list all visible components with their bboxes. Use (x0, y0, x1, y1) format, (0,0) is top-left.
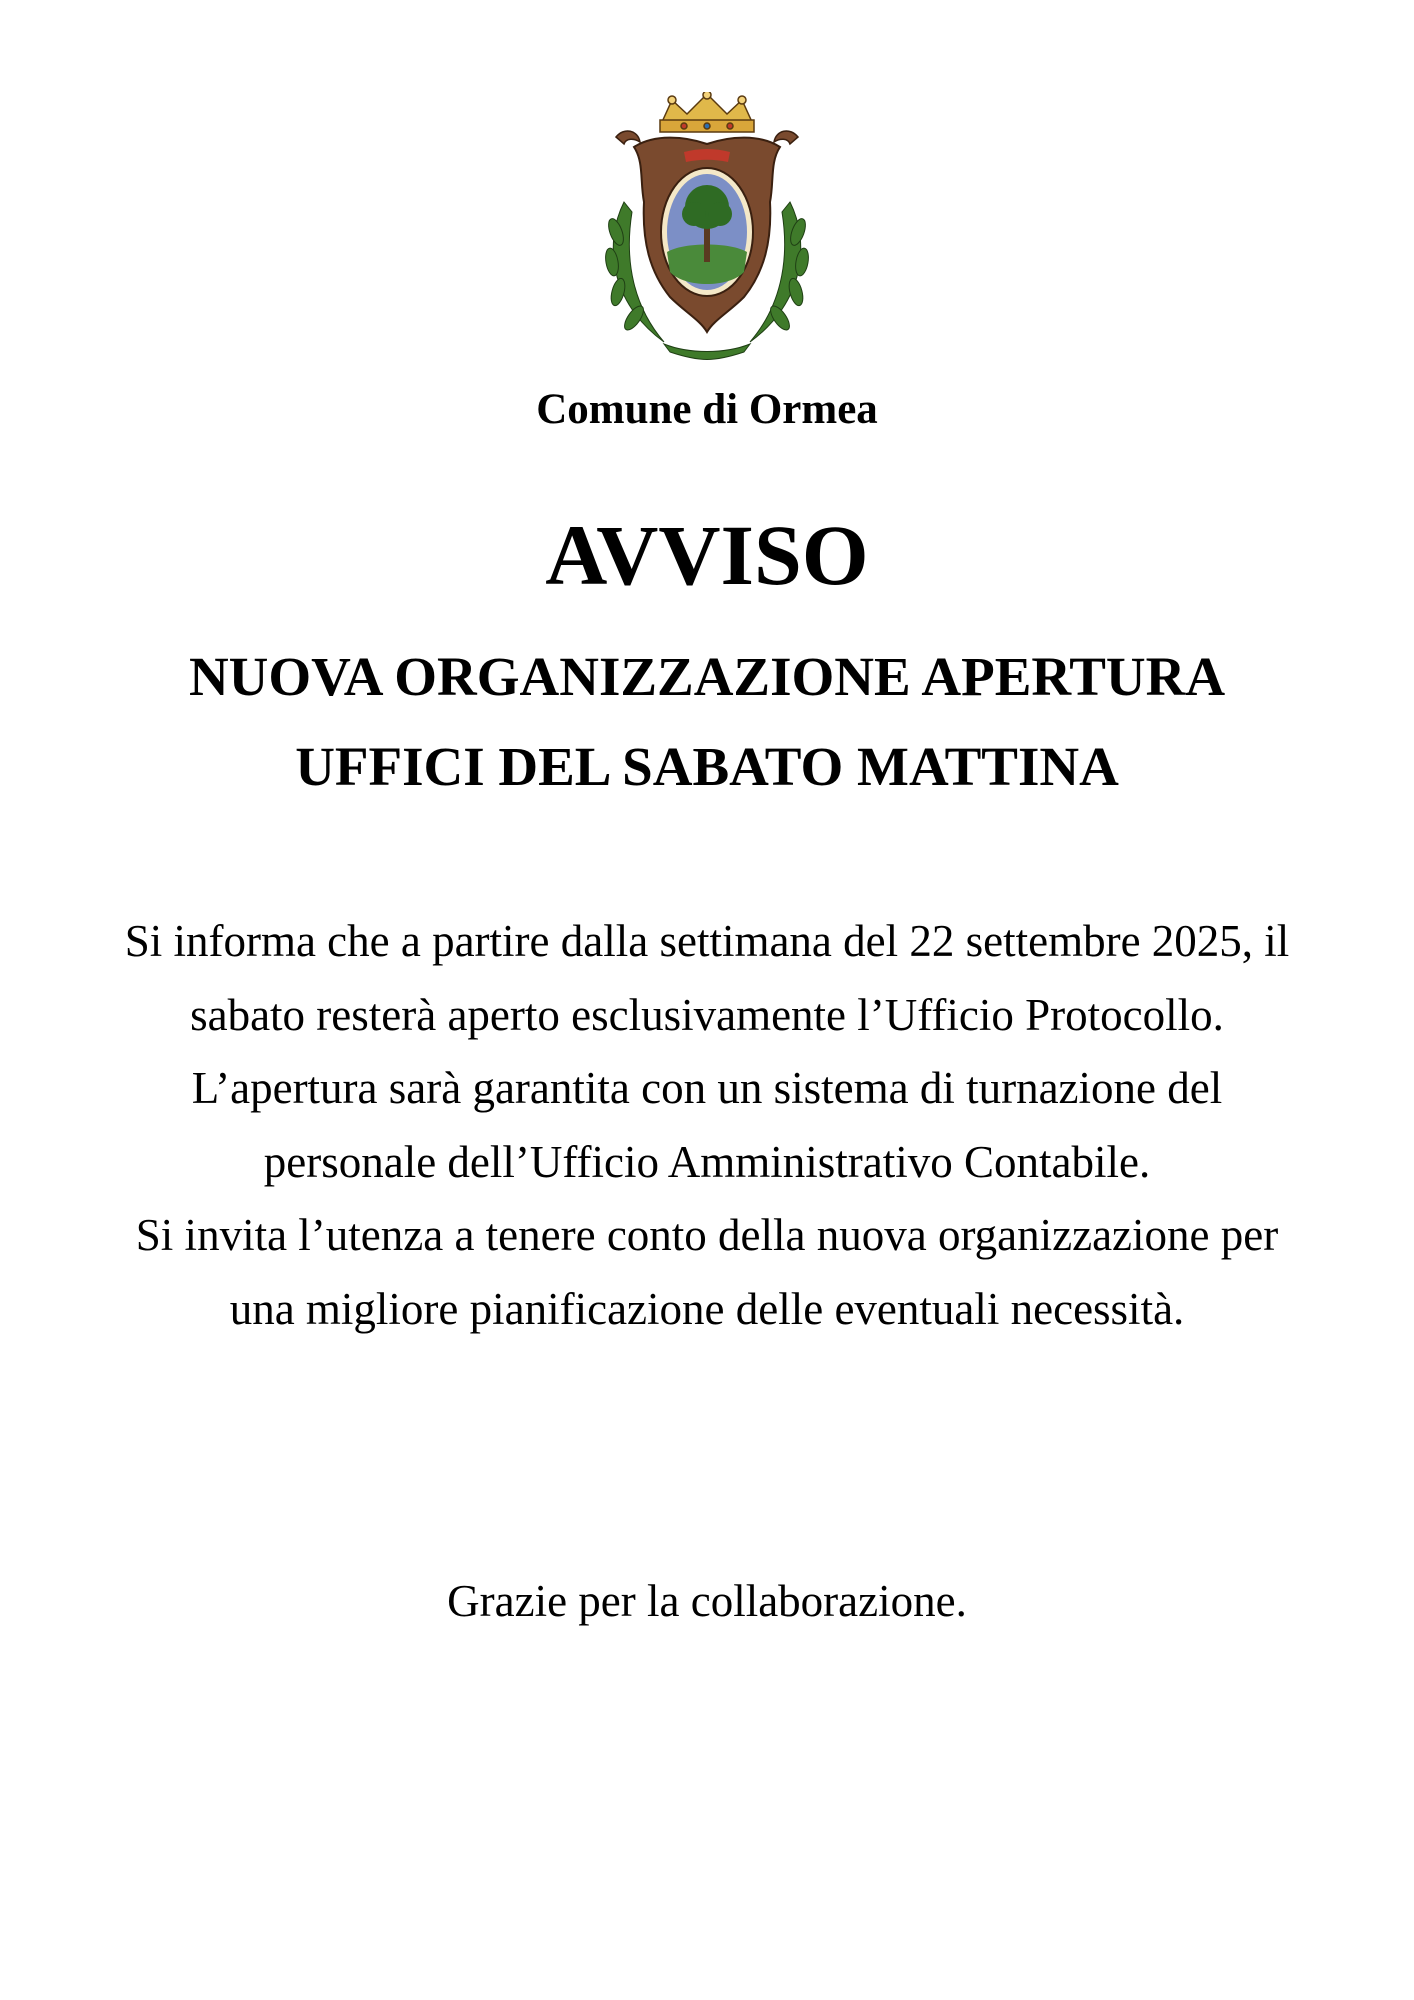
subtitle-line: NUOVA ORGANIZZAZIONE APERTURA (188, 646, 1226, 707)
body-line: personale dell’Ufficio Amministrativo Contabile. (263, 1136, 1151, 1187)
municipality-name: Comune di Ormea (536, 386, 878, 433)
body-line: Si invita l’utenza a tenere conto della nuova organizzazione per (135, 1210, 1279, 1260)
body-line: L’apertura sarà garantita con un sistema di turnazione del (191, 1063, 1223, 1113)
coat-of-arms-icon (594, 92, 820, 362)
closing-text: Grazie per la collaborazione. (447, 1576, 967, 1626)
body-line: una migliore pianificazione delle eventuali necessità. (229, 1283, 1185, 1334)
body-line: sabato resterà aperto esclusivamente l’Ufficio Protocollo. (190, 989, 1224, 1040)
body-line: Si informa che a partire dalla settimana del 22 settembre 2025, il (124, 916, 1290, 966)
notice-subtitle (0, 632, 1414, 812)
notice-title: AVVISO (545, 507, 869, 603)
notice-body (0, 905, 1414, 1346)
subtitle-line: UFFICI DEL SABATO MATTINA (295, 736, 1119, 797)
